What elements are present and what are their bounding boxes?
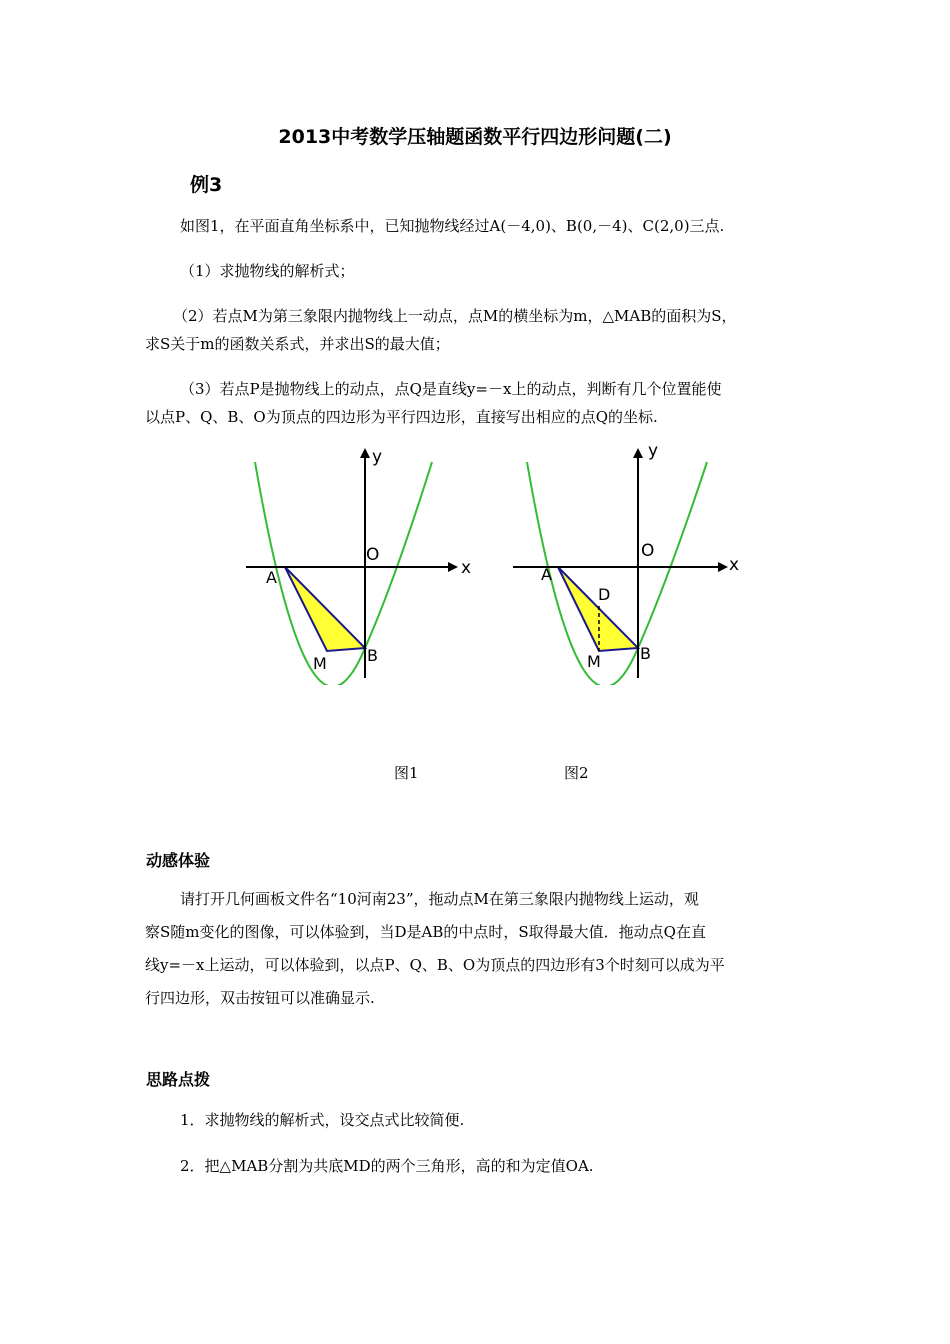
y-label: y	[648, 441, 659, 461]
hint-item-2: 2．把△MAB分割为共底MD的两个三角形，高的和为定值OA.	[180, 1157, 594, 1175]
x-axis-arrow	[448, 562, 458, 572]
x-axis-arrow	[718, 562, 728, 572]
y-label: y	[372, 447, 383, 467]
figure-2	[505, 440, 750, 685]
problem-intro: 如图1，在平面直角坐标系中，已知抛物线经过A(－4,0)、B(0,－4)、C(2,0)三点.	[180, 217, 725, 235]
parabola-curve	[255, 462, 432, 685]
figure-1-caption: 图1	[394, 764, 419, 782]
point-m-label: M	[313, 654, 327, 673]
dynamic-line-4: 行四边形，双击按钮可以准确显示.	[145, 989, 375, 1007]
dynamic-line-3: 线y=－x上运动，可以体验到，以点P、Q、B、O为顶点的四边形有3个时刻可以成为平	[145, 956, 725, 974]
y-axis-arrow	[360, 448, 370, 458]
figure-2-caption: 图2	[564, 764, 589, 782]
dynamic-heading: 动感体验	[146, 851, 211, 870]
origin-label: O	[641, 541, 655, 561]
triangle-mab	[558, 567, 638, 651]
figure-1	[235, 440, 475, 685]
hints-heading: 思路点拨	[146, 1070, 211, 1089]
point-b-label: B	[640, 644, 651, 663]
dynamic-line-2: 察S随m变化的图像，可以体验到，当D是AB的中点时，S取得最大值．拖动点Q在直	[145, 923, 706, 941]
origin-label: O	[366, 545, 380, 565]
point-d-label: D	[598, 585, 611, 604]
question-2-line-2: 求S关于m的函数关系式，并求出S的最大值；	[145, 335, 450, 353]
point-a-label: A	[541, 565, 552, 584]
page-title: 2013中考数学压轴题函数平行四边形问题(二)	[278, 126, 672, 148]
example-label: 例3	[190, 174, 223, 196]
point-b-label: B	[367, 646, 378, 665]
question-3-line-1: （3）若点P是抛物线上的动点，点Q是直线y=－x上的动点，判断有几个位置能使	[180, 380, 722, 398]
point-a-label: A	[266, 568, 277, 587]
hint-item-1: 1．求抛物线的解析式，设交点式比较简便.	[180, 1111, 465, 1129]
y-axis-arrow	[633, 448, 643, 458]
x-label: x	[729, 555, 740, 575]
dynamic-line-1: 请打开几何画板文件名“10河南23”，拖动点M在第三象限内抛物线上运动，观	[180, 890, 699, 908]
parabola-curve	[527, 462, 707, 685]
x-label: x	[461, 558, 472, 578]
question-1: （1）求抛物线的解析式；	[180, 262, 355, 280]
point-m-label: M	[587, 652, 601, 671]
question-3-line-2: 以点P、Q、B、O为顶点的四边形为平行四边形，直接写出相应的点Q的坐标.	[145, 408, 658, 426]
question-2-line-1: （2）若点M为第三象限内抛物线上一动点，点M的横坐标为m，△MAB的面积为S，	[173, 307, 737, 325]
